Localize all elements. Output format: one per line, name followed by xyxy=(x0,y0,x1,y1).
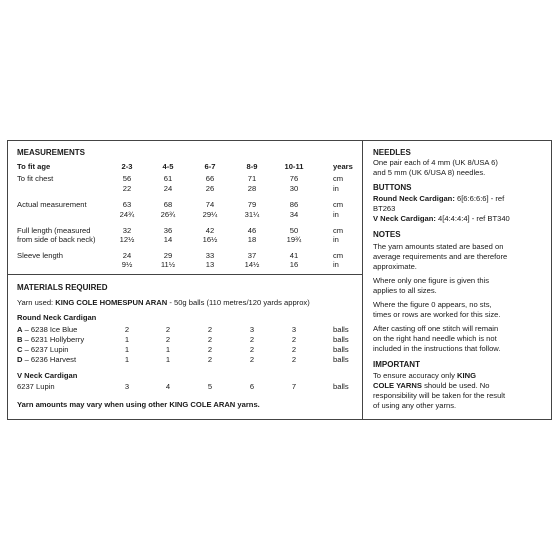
measurement-value: 29 xyxy=(163,251,173,260)
measurement-label: from side of back neck) xyxy=(17,235,96,244)
unit-label: in xyxy=(333,260,339,269)
measurement-value: 34 xyxy=(289,210,299,219)
materials-footer: Yarn amounts may vary when using other KING COLE ARAN yarns. xyxy=(17,400,260,409)
ball-count: 2 xyxy=(249,355,255,364)
unit-label: in xyxy=(333,184,339,193)
measurement-value: 13 xyxy=(205,260,215,269)
important-line xyxy=(373,381,490,390)
buttons-round-label: Round Neck Cardigan: xyxy=(373,194,455,203)
measurement-value: 61 xyxy=(163,174,173,183)
buttons-v-value: 4[4:4:4:4] - ref BT340 xyxy=(435,214,510,223)
important-bold: COLE YARNS xyxy=(373,381,422,390)
ball-count: 2 xyxy=(249,345,255,354)
measurement-value: 22 xyxy=(122,184,132,193)
section-divider xyxy=(7,274,363,275)
measurement-value: 11½ xyxy=(160,260,176,269)
unit-label: balls xyxy=(333,325,349,334)
ball-count: 3 xyxy=(249,325,255,334)
years-unit: years xyxy=(333,162,353,171)
ball-count: 3 xyxy=(291,325,297,334)
measurement-value: 79 xyxy=(247,200,257,209)
notes-text: Where only one figure is given this xyxy=(373,276,490,285)
important-title: IMPORTANT xyxy=(373,360,420,369)
unit-label: balls xyxy=(333,335,349,344)
measurement-label: Actual measurement xyxy=(17,200,87,209)
ball-count: 2 xyxy=(249,335,255,344)
yarn-row-label xyxy=(17,335,84,344)
ball-count: 2 xyxy=(291,335,297,344)
measurement-value: 37 xyxy=(247,251,257,260)
ball-count: 6 xyxy=(249,382,255,391)
needles-text: One pair each of 4 mm (UK 8/USA 6) xyxy=(373,158,498,167)
notes-text: on the right hand needle which is not xyxy=(373,334,497,343)
ball-count: 2 xyxy=(291,345,297,354)
needles-title: NEEDLES xyxy=(373,148,411,157)
ball-count: 2 xyxy=(207,355,213,364)
notes-text: approximate. xyxy=(373,262,417,271)
yarn-suffix: - 50g balls (110 metres/120 yards approx) xyxy=(167,298,310,307)
measurement-value: 26 xyxy=(205,184,215,193)
important-text: responsibility will be taken for the result xyxy=(373,391,506,400)
unit-label: cm xyxy=(333,174,344,183)
buttons-round-line xyxy=(373,194,504,203)
needles-text: and 5 mm (UK 6/USA 8) needles. xyxy=(373,168,486,177)
measurement-value: 30 xyxy=(289,184,299,193)
measurement-label: Sleeve length xyxy=(17,251,64,260)
measurement-value: 24¾ xyxy=(119,210,135,219)
measurement-value: 66 xyxy=(205,174,215,183)
yarn-row-label xyxy=(17,325,77,334)
ball-count: 4 xyxy=(165,382,171,391)
unit-label: in xyxy=(333,235,339,244)
ball-count: 2 xyxy=(291,355,297,364)
measurement-value: 31¼ xyxy=(244,210,260,219)
column-divider xyxy=(362,140,363,420)
buttons-title: BUTTONS xyxy=(373,183,412,192)
measurement-value: 68 xyxy=(163,200,173,209)
measurement-label: Full length (measured xyxy=(17,226,91,235)
yarn-shade: – 6231 Hollyberry xyxy=(22,335,85,344)
measurement-value: 76 xyxy=(289,174,299,183)
notes-text: Where the figure 0 appears, no sts, xyxy=(373,300,492,309)
notes-text: times or rows are worked for this size. xyxy=(373,310,501,319)
unit-label: in xyxy=(333,210,339,219)
measurement-value: 28 xyxy=(247,184,257,193)
measurement-value: 26¾ xyxy=(160,210,176,219)
measurement-value: 56 xyxy=(122,174,132,183)
v-neck-title: V Neck Cardigan xyxy=(17,371,78,380)
unit-label: balls xyxy=(333,345,349,354)
measurement-value: 36 xyxy=(163,226,173,235)
yarn-letter: B xyxy=(17,335,23,344)
important-text: To ensure accuracy only xyxy=(373,371,457,380)
round-neck-title: Round Neck Cardigan xyxy=(17,313,97,322)
important-bold: KING xyxy=(457,371,476,380)
unit-label: balls xyxy=(333,382,349,391)
unit-label: cm xyxy=(333,200,344,209)
yarn-row-label xyxy=(17,345,69,354)
measurement-label: To fit chest xyxy=(17,174,54,183)
measurement-value: 29¼ xyxy=(202,210,218,219)
measurement-value: 24 xyxy=(122,251,132,260)
notes-text: included in the instructions that follow. xyxy=(373,344,501,353)
yarn-shade: – 6238 Ice Blue xyxy=(22,325,78,334)
unit-label: cm xyxy=(333,251,344,260)
ball-count: 2 xyxy=(165,335,171,344)
unit-label: balls xyxy=(333,355,349,364)
measurement-value: 74 xyxy=(205,200,215,209)
yarn-row-label: 6237 Lupin xyxy=(17,382,55,391)
important-text: should be used. No xyxy=(421,381,490,390)
measurement-value: 14 xyxy=(163,235,173,244)
measurement-value: 18 xyxy=(247,235,257,244)
measurement-value: 32 xyxy=(122,226,132,235)
size-header: 8-9 xyxy=(246,162,258,171)
notes-text: applies to all sizes. xyxy=(373,286,437,295)
materials-title: MATERIALS REQUIRED xyxy=(17,283,108,292)
buttons-round-ref: BT263 xyxy=(373,204,396,213)
ball-count: 2 xyxy=(207,345,213,354)
ball-count: 2 xyxy=(207,325,213,334)
yarn-shade: – 6237 Lupin xyxy=(22,345,69,354)
important-text: of using any other yarns. xyxy=(373,401,457,410)
yarn-letter: C xyxy=(17,345,23,354)
buttons-v-label: V Neck Cardigan: xyxy=(373,214,436,223)
ball-count: 7 xyxy=(291,382,297,391)
ball-count: 1 xyxy=(124,345,130,354)
measurements-title: MEASUREMENTS xyxy=(17,148,86,157)
buttons-round-value: 6[6:6:6:6] - ref xyxy=(454,194,505,203)
size-header: 2-3 xyxy=(121,162,133,171)
measurement-value: 86 xyxy=(289,200,299,209)
important-line xyxy=(373,371,476,380)
measurement-value: 14½ xyxy=(244,260,260,269)
ball-count: 1 xyxy=(124,355,130,364)
notes-title: NOTES xyxy=(373,230,401,239)
yarn-name: KING COLE HOMESPUN ARAN xyxy=(55,298,168,307)
measurement-value: 71 xyxy=(247,174,257,183)
measurement-value: 12½ xyxy=(119,235,135,244)
ball-count: 1 xyxy=(124,335,130,344)
measurement-value: 33 xyxy=(205,251,215,260)
measurement-value: 9½ xyxy=(121,260,133,269)
buttons-v-line xyxy=(373,214,510,223)
ball-count: 1 xyxy=(165,345,171,354)
yarn-prefix: Yarn used: xyxy=(17,298,56,307)
measurement-value: 19¾ xyxy=(286,235,302,244)
measurement-value: 46 xyxy=(247,226,257,235)
notes-text: The yarn amounts stated are based on xyxy=(373,242,504,251)
size-header: 6-7 xyxy=(204,162,216,171)
fit-age-label: To fit age xyxy=(17,162,51,171)
measurement-value: 16 xyxy=(289,260,299,269)
measurement-value: 24 xyxy=(163,184,173,193)
measurement-value: 50 xyxy=(289,226,299,235)
notes-text: average requirements and are therefore xyxy=(373,252,508,261)
measurement-value: 63 xyxy=(122,200,132,209)
ball-count: 2 xyxy=(165,325,171,334)
ball-count: 3 xyxy=(124,382,130,391)
size-header: 4-5 xyxy=(162,162,174,171)
ball-count: 5 xyxy=(207,382,213,391)
ball-count: 2 xyxy=(124,325,130,334)
ball-count: 2 xyxy=(207,335,213,344)
yarn-letter: D xyxy=(17,355,23,364)
ball-count: 1 xyxy=(165,355,171,364)
yarn-letter: A xyxy=(17,325,23,334)
yarn-used-line xyxy=(17,298,310,307)
measurement-value: 16½ xyxy=(202,235,218,244)
size-header: 10-11 xyxy=(284,162,304,171)
notes-text: After casting off one stitch will remain xyxy=(373,324,499,333)
unit-label: cm xyxy=(333,226,344,235)
yarn-shade: – 6236 Harvest xyxy=(22,355,77,364)
measurement-value: 42 xyxy=(205,226,215,235)
yarn-row-label xyxy=(17,355,76,364)
measurement-value: 41 xyxy=(289,251,299,260)
